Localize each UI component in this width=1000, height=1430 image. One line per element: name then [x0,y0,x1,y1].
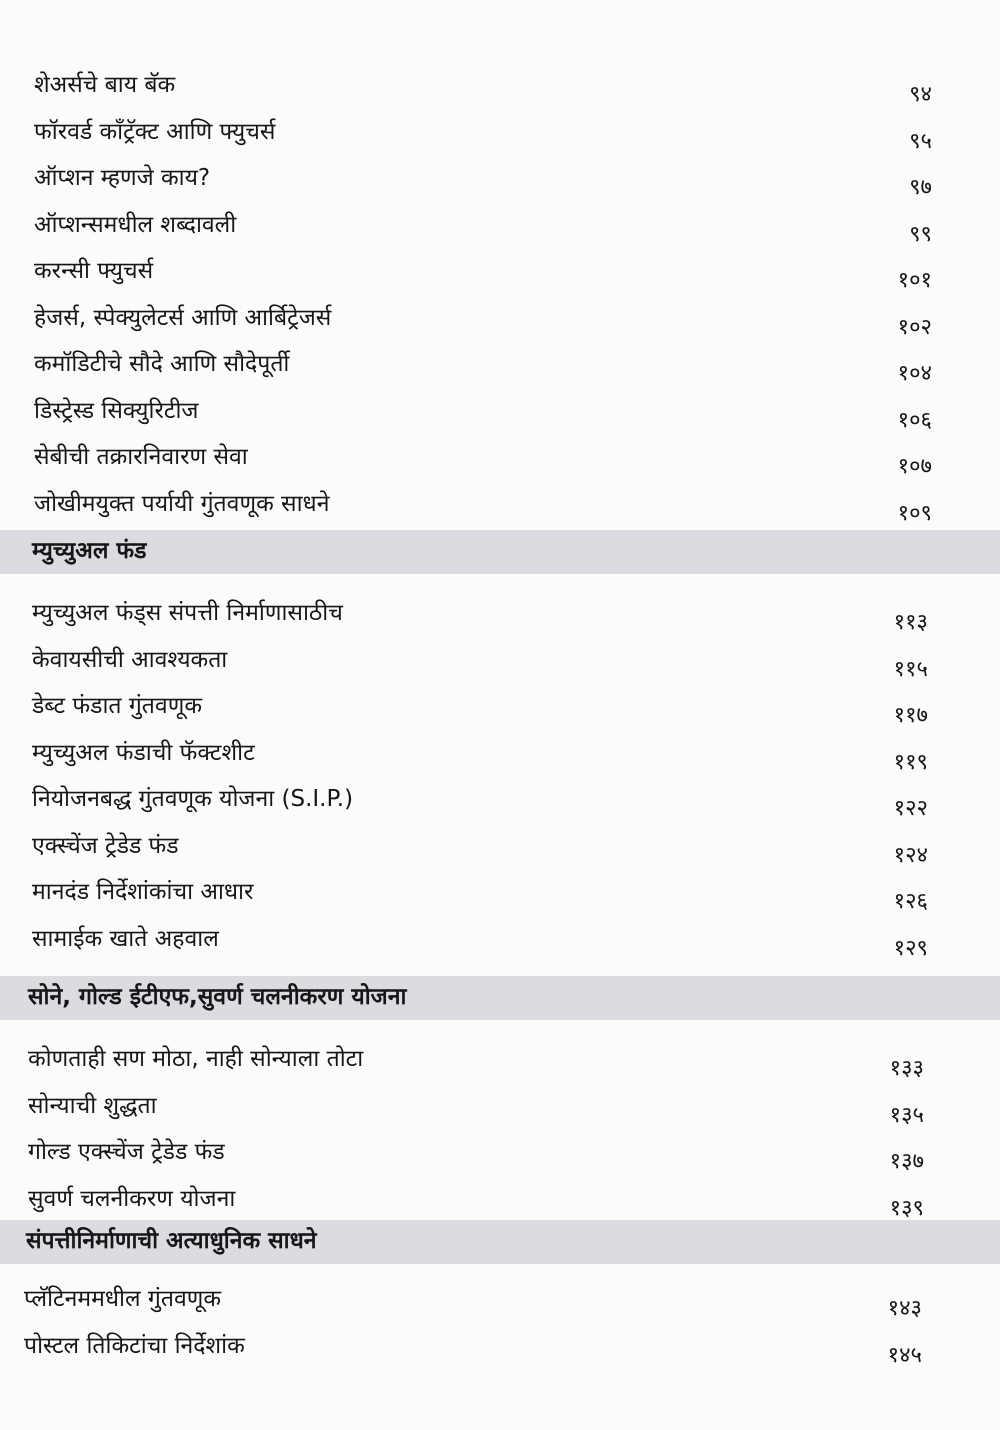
toc-entry-title: हेजर्स, स्पेक्युलेटर्स आणि आर्बिट्रेजर्स [34,304,332,331]
section-heading-band [0,1220,1000,1264]
toc-entry-page-number: ११९ [893,749,928,775]
toc-entry-page-number: १०६ [897,407,932,433]
toc-entry-title: करन्सी फ्युचर्स [34,258,154,284]
toc-entry-title: डिस्ट्रेस्ड सिक्युरिटीज [34,397,199,424]
toc-entry-page-number: १०२ [897,314,932,340]
toc-entry-title: मानदंड निर्देशांकांचा आधार [32,879,254,905]
toc-entry[interactable] [0,780,1000,827]
toc-entry[interactable] [0,345,1000,392]
toc-entry-title: प्लॅटिनममधील गुंतवणूक [24,1286,222,1312]
toc-entry-page-number: १४५ [887,1342,922,1368]
toc-entry-title: शेअर्सचे बाय बॅक [34,72,176,98]
toc-entry-page-number: १४३ [887,1296,922,1321]
toc-entry[interactable] [0,299,1000,346]
toc-entry-title: ऑप्शन्समधील शब्दावली [34,211,237,238]
toc-entry-title: सोन्याची शुद्धता [28,1092,157,1119]
toc-entry-page-number: १०७ [897,454,932,479]
toc-entry-page-number: ११७ [893,703,928,728]
toc-entry-title: कोणताही सण मोठा, नाही सोन्याला तोटा [28,1046,364,1072]
toc-section-mutual-funds [0,594,1000,966]
toc-entry[interactable] [0,1087,1000,1134]
section-heading: सोने, गोल्ड ईटीएफ,सुवर्ण चलनीकरण योजना [28,984,407,1010]
toc-entry[interactable] [0,594,1000,641]
toc-entry-title: म्युच्युअल फंड्स संपत्ती निर्माणासाठीच [32,600,343,626]
toc-entry-page-number: ११३ [893,610,928,635]
toc-entry[interactable] [0,1133,1000,1180]
toc-entry[interactable] [0,159,1000,206]
toc-entry[interactable] [0,1327,1000,1374]
toc-entry[interactable] [0,392,1000,439]
toc-entry[interactable] [0,206,1000,253]
toc-entry[interactable] [0,485,1000,532]
toc-entry[interactable] [0,1280,1000,1327]
toc-entry-page-number: १२६ [893,889,928,914]
toc-entry-page-number: १०४ [897,361,932,386]
toc-entry-page-number: १२२ [893,796,928,821]
toc-entry-title: फॉरवर्ड कॉंट्रॅक्ट आणि फ्युचर्स [34,118,276,145]
toc-entry-page-number: १३३ [889,1056,924,1081]
toc-entry-page-number: १०९ [897,500,932,526]
toc-entry-page-number: १०१ [897,268,932,293]
section-heading-band [0,976,1000,1020]
toc-entry-title: गोल्ड एक्स्चेंज ट्रेडेड फंड [28,1139,225,1165]
toc-entry-title: सुवर्ण चलनीकरण योजना [28,1185,236,1212]
toc-entry-title: कमॉडिटीचे सौदे आणि सौदेपूर्ती [34,351,290,377]
toc-entry-page-number: १३५ [889,1102,924,1128]
toc-entry-title: सामाईक खाते अहवाल [32,925,219,952]
toc-entry-page-number: १३९ [889,1195,924,1221]
toc-entry[interactable] [0,920,1000,967]
toc-entry[interactable] [0,252,1000,299]
toc-entry-page-number: १२९ [893,935,928,961]
toc-entry[interactable] [0,687,1000,734]
section-heading: म्युच्युअल फंड [32,538,147,564]
toc-entry-page-number: १३७ [889,1149,924,1174]
toc-entry[interactable] [0,873,1000,920]
toc-entry-page-number: ९७ [909,175,932,200]
toc-entry-title: पोस्टल तिकिटांचा निर्देशांक [24,1332,245,1359]
section-heading: संपत्तीनिर्माणाची अत्याधुनिक साधने [26,1228,317,1254]
toc-entry-title: जोखीमयुक्त पर्यायी गुंतवणूक साधने [34,490,330,517]
toc-entry-page-number: ९९ [909,221,932,247]
toc-section-continued [0,66,1000,531]
toc-entry[interactable] [0,734,1000,781]
toc-section-modern-instruments [0,1280,1000,1373]
toc-entry-title: सेबीची तक्रारनिवारण सेवा [34,444,248,470]
toc-entry-page-number: ९४ [909,82,932,107]
toc-entry-page-number: ९५ [909,128,932,154]
toc-entry-title: ऑप्शन म्हणजे काय? [34,165,211,191]
toc-section-gold [0,1040,1000,1226]
toc-entry-title: नियोजनबद्ध गुंतवणूक योजना (S.I.P.) [32,786,354,812]
toc-entry-title: डेब्ट फंडात गुंतवणूक [32,693,202,719]
toc-entry-page-number: ११५ [893,656,928,682]
toc-entry-title: म्युच्युअल फंडाची फॅक्टशीट [32,739,255,766]
toc-entry-title: केवायसीची आवश्यकता [32,646,228,673]
toc-entry[interactable] [0,827,1000,874]
toc-entry[interactable] [0,1040,1000,1087]
toc-entry[interactable] [0,438,1000,485]
toc-entry[interactable] [0,66,1000,113]
toc-entry-page-number: १२४ [893,842,928,868]
section-heading-band [0,530,1000,574]
toc-entry[interactable] [0,641,1000,688]
toc-entry[interactable] [0,113,1000,160]
toc-entry-title: एक्स्चेंज ट्रेडेड फंड [32,832,179,859]
